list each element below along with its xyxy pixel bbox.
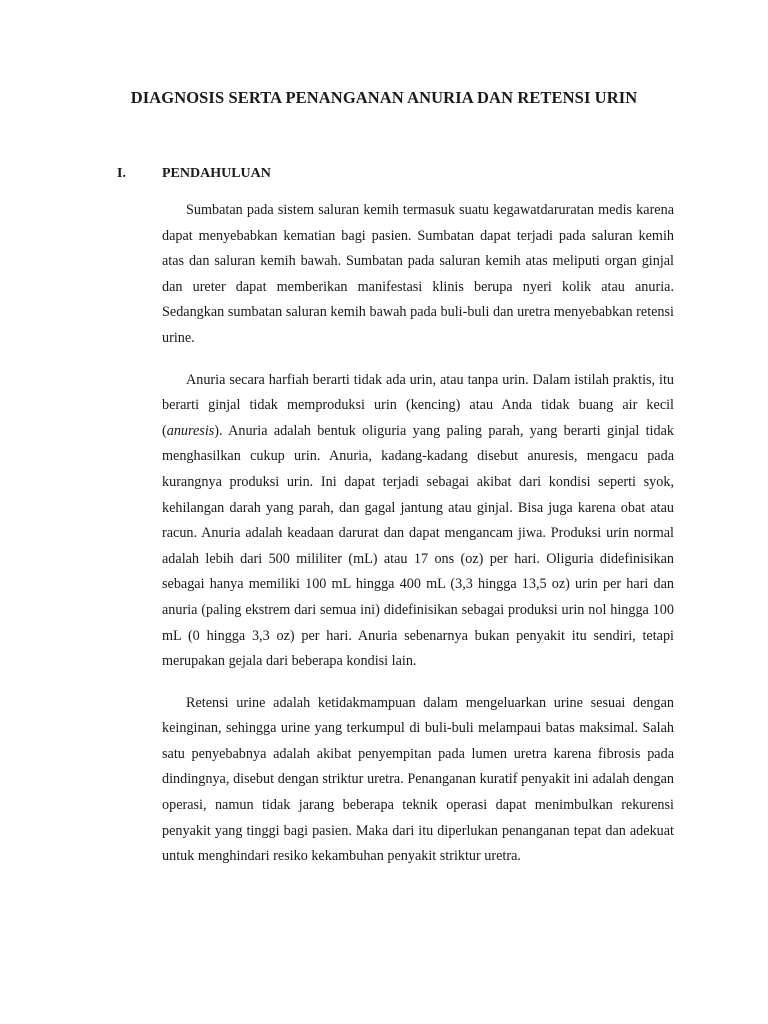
paragraph-retensi: Retensi urine adalah ketidakmampuan dalam mengeluarkan urine sesuai dengan keinginan, sehingga urine yang terkumpul di buli-buli melampaui batas maksimal. Salah satu penyebabnya adalah akibat penyempitan pada lumen uretra karena fibrosis pada dindingnya, disebut dengan striktur uretra. Penanganan kuratif penyakit ini adalah dengan operasi, namun tidak jarang beberapa teknik operasi dapat menimbulkan rekurensi penyakit yang tinggi bagi pasien. Maka dari itu diperlukan penanganan tepat dan adekuat untuk menghindari resiko kekambuhan penyakit striktur uretra.	[162, 694, 674, 865]
paragraph-sumbatan: Sumbatan pada sistem saluran kemih termasuk suatu kegawatdaruratan medis karena dapat menyebabkan kematian bagi pasien. Sumbatan dapat terjadi pada saluran kemih atas dan saluran kemih bawah. Sumbatan pada saluran kemih atas meliputi organ ginjal dan ureter dapat memberikan manifestasi klinis berupa nyeri kolik atau anuria. Sedangkan sumbatan saluran kemih bawah pada buli-buli dan uretra menyebabkan retensi urine.	[162, 202, 674, 346]
section-number: I.	[117, 166, 126, 181]
body-text	[162, 198, 674, 886]
paragraph-anuria-text-2: ). Anuria adalah bentuk oliguria yang paling parah, yang berarti ginjal tidak menghasilkan cukup urin. Anuria, kadang-kadang disebut anuresis, mengacu pada kurangnya produksi urin. Ini dapat terjadi sebagai akibat dari kondisi seperti syok, kehilangan darah yang parah, dan gagal jantung atau ginjal. Bisa juga karena obat atau racun. Anuria adalah keadaan darurat dan dapat mengancam jiwa. Produksi urin normal adalah lebih dari 500 mililiter (mL) atau 17 ons (oz) per hari. Oliguria didefinisikan sebagai hanya memiliki 100 mL hingga 400 mL (3,3 hingga 13,5 oz) urin per hari dan anuria (paling ekstrem dari semua ini) didefinisikan sebagai produksi urin nol hingga 100 mL (0 hingga 3,3 oz) per hari. Anuria sebenarnya bukan penyakit itu sendiri, tetapi merupakan gejala dari beberapa kondisi lain.	[162, 422, 674, 670]
paragraph-anuria-text-1: Anuria secara harfiah berarti tidak ada urin, atau tanpa urin. Dalam istilah praktis, itu berarti ginjal tidak memproduksi urin (kencing) atau Anda tidak buang air kecil (	[162, 371, 674, 439]
paragraph-anuria	[162, 368, 674, 675]
section-title: PENDAHULUAN	[162, 166, 271, 181]
document-title: DIAGNOSIS SERTA PENANGANAN ANURIA DAN RETENSI URIN	[130, 88, 638, 107]
section-heading	[0, 166, 768, 186]
paragraph-anuria-italic-term: anuresis	[166, 422, 215, 439]
